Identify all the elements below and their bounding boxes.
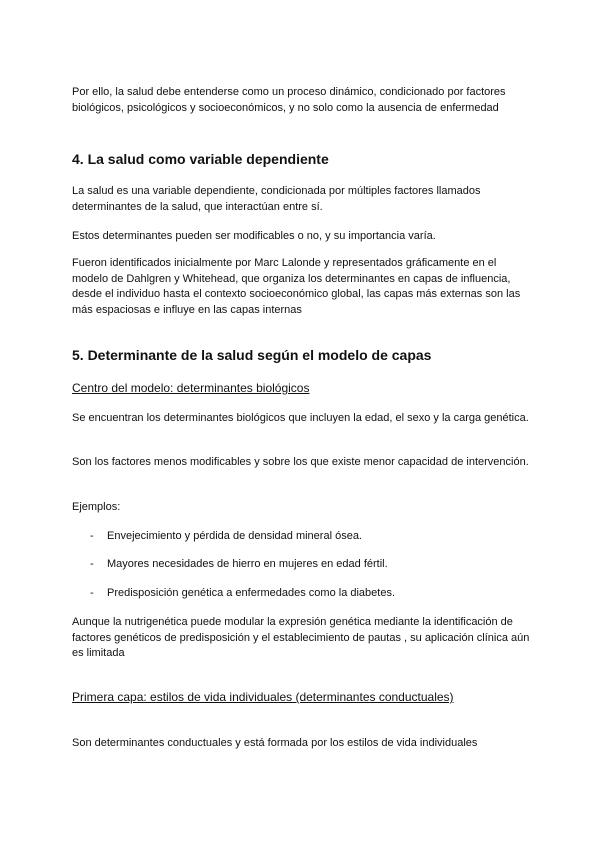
biological-paragraph-2: Son los factores menos modificables y sobre los que existe menor capacidad de intervención. — [72, 456, 529, 468]
intro-paragraph: Por ello, la salud debe entenderse como un proceso dinámico, condicionado por factores biológicos, psicológicos y socioeconómicos, y no solo como la ausencia de enfermedad — [72, 86, 506, 114]
bullet-dash: - — [90, 530, 94, 542]
bullet-dash: - — [90, 587, 94, 599]
section-4-heading: 4. La salud como variable dependiente — [72, 151, 329, 167]
list-item-text: Mayores necesidades de hierro en mujeres en edad fértil. — [107, 558, 388, 570]
list-item-text: Envejecimiento y pérdida de densidad mineral ósea. — [107, 530, 362, 542]
biological-closing-paragraph: Aunque la nutrigenética puede modular la expresión genética mediante la identificación de factores genéticos de predisposición y el establecimiento de pautas , su aplicación clínica aún es limitada — [72, 616, 530, 659]
subsection-biological-heading: Centro del modelo: determinantes biológicos — [72, 381, 310, 395]
behavioral-paragraph: Son determinantes conductuales y está formada por los estilos de vida individuales — [72, 737, 478, 749]
section-4-paragraph-2: Estos determinantes pueden ser modificables o no, y su importancia varía. — [72, 230, 436, 242]
section-4-paragraph-1: La salud es una variable dependiente, condicionada por múltiples factores llamados determinantes de la salud, que interactúan entre sí. — [72, 185, 481, 213]
list-item-text: Predisposición genética a enfermedades como la diabetes. — [107, 587, 396, 599]
section-5-heading: 5. Determinante de la salud según el modelo de capas — [72, 347, 432, 363]
bullet-dash: - — [90, 558, 94, 570]
examples-label: Ejemplos: — [72, 501, 121, 513]
biological-paragraph-1: Se encuentran los determinantes biológicos que incluyen la edad, el sexo y la carga genética. — [72, 412, 529, 424]
subsection-behavioral-heading: Primera capa: estilos de vida individuales (determinantes conductuales) — [72, 690, 454, 704]
section-4-paragraph-3: Fueron identificados inicialmente por Marc Lalonde y representados gráficamente en el modelo de Dahlgren y Whitehead, que organiza los determinantes en capas de influencia, desde el individuo hasta el contexto socioeconómico global, las capas más externas son las más espaciosas e influye en las capas internas — [72, 257, 521, 316]
